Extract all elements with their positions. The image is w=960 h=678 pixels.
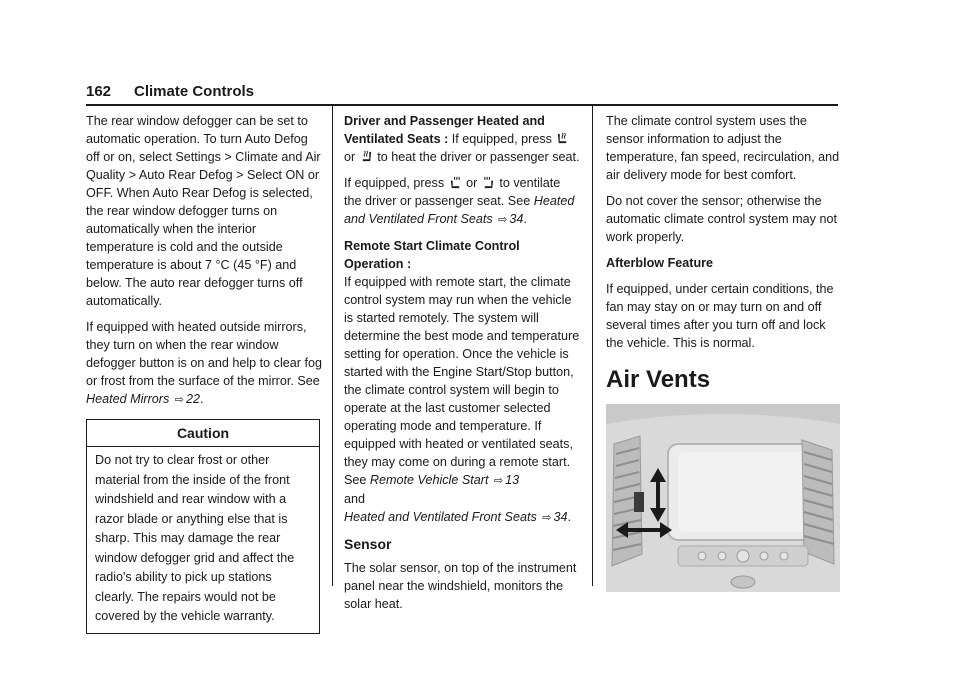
column-divider [592,106,593,586]
vent-text-2: to ventilate the driver or passenger seat. See [344,176,561,208]
page-ref-number[interactable]: 22 [186,392,201,406]
defog-paragraph: The rear window defogger can be set to automatic operation. To turn Auto Defog off or on, select Settings > Climate and Air Quality > Auto Rear Defog > Select ON or OFF. When Auto Rear Defog is selected, the rear window defogger turns on automatically when the interior temperature is cold and the outside temperature is about 7 °C (45 °F) and below. The auto rear defogger turns off automatically. [86,114,321,308]
remote-start-text: If equipped with remote start, the climate control system may run when the vehicle is started remotely. The system will determine the best mode and temperature setting for operation. Once the vehicle is started with the Engine Start/Stop button, the climate control system will begin to operate at the last customer selected operating mode and temperature. If equipped with heated or ventilated seats, they may come on during a remote start. See [344,275,580,487]
remote-vehicle-start-link[interactable]: Remote Vehicle Start [369,473,489,487]
afterblow-paragraph [606,254,840,272]
air-vents-image [606,404,840,592]
caution-box [86,419,320,634]
sensor-paragraph: The solar sensor, on top of the instrument panel near the windshield, monitors the solar heat. [344,561,577,611]
page-ref-icon: ⇨ [174,394,184,406]
caution-title: Caution [87,420,319,447]
ventilated-seat-driver-icon [449,176,462,189]
sensor-warning-paragraph: Do not cover the sensor; otherwise the automatic climate control system may not work properly. [606,194,837,244]
or-text: or [344,150,356,164]
mirror-text: If equipped with heated outside mirrors, they turn on when the rear window defogger button is on and help to clear fog or frost from the surface of the mirror. See [86,320,322,388]
sensor-heading: Sensor [344,536,392,552]
heated-ventilated-seats-link-2[interactable]: Heated and Ventilated Front Seats [344,510,537,524]
or-text: or [466,176,478,190]
heated-seats-heading: Driver and Passenger Heated and Ventilated Seats : [344,114,545,146]
heated-seats-text: If equipped, press [451,132,552,146]
page-ref-number[interactable]: 34 [509,212,524,226]
heated-seat-driver-icon [556,132,569,145]
heated-seat-passenger-icon [360,150,373,163]
page-ref-icon: ⇨ [498,214,508,226]
column-1 [86,112,322,634]
page-number: 162 [86,83,112,100]
remote-start-heading: Remote Start Climate Control Operation : [344,239,520,271]
heated-seats-paragraph [344,112,580,166]
page-ref-icon: ⇨ [542,512,552,524]
heated-mirrors-link[interactable]: Heated Mirrors [86,392,170,406]
caution-body: Do not try to clear frost or other material from the inside of the front windshield and rear window with a razor blade or anything else that is sharp. This may damage the rear window defogger grid and affect the radio's ability to pick up stations clearly. The repairs would not be covered by the vehicle warranty. [95,453,295,623]
ventilated-seats-paragraph: If equipped, press or to ventilate the driver or passenger seat. See Heated and Ventilated Front Seats ⇨ 34. [344,176,575,226]
page-header [86,83,838,105]
afterblow-heading: Afterblow Feature [606,256,714,270]
mirror-paragraph: If equipped with heated outside mirrors, they turn on when the rear window defogger button is on and help to clear fog or frost from the surface of the mirror. See Heated Mirrors ⇨ 22. [86,320,322,406]
page-ref-number[interactable]: 34 [553,510,568,524]
and-text: and [344,492,366,506]
page-ref-icon: ⇨ [493,475,504,487]
header-rule [86,104,838,106]
afterblow-text: If equipped, under certain conditions, the fan may stay on or may turn on and off several times after you turn off and lock the vehicle. This is normal. [606,282,834,350]
dashboard-vents-illustration [606,404,840,592]
air-vents-heading: Air Vents [606,366,711,393]
heated-seats-text-2: to heat the driver or passenger seat. [377,150,580,164]
remote-start-paragraph: Remote Start Climate Control Operation : If equipped with remote start, the climate control system may run when the vehicle is started remotely. The system will determine the best mode and temperature setting for operation. Once the vehicle is started with the Engine Start/Stop button, the climate control system will begin to operate at the last customer selected operating mode and temperature. If equipped with heated or ventilated seats, they may come on during a remote start. See Remote Vehicle Start ⇨ 13 and Heated and Ventilated Front Seats ⇨ 34. [344,239,580,524]
page-ref-number[interactable]: 13 [505,473,520,487]
column-2 [344,112,580,621]
ventilated-seat-passenger-icon [482,176,495,189]
vent-text: If equipped, press [344,176,445,190]
heated-ventilated-seats-link[interactable]: Heated and Ventilated Front Seats [344,194,575,226]
sensor-info-paragraph: The climate control system uses the sensor information to adjust the temperature, fan speed, recirculation, and air delivery mode for best comfort. [606,114,840,182]
section-title: Climate Controls [134,83,255,100]
column-divider [332,106,333,586]
column-3 [606,112,840,592]
